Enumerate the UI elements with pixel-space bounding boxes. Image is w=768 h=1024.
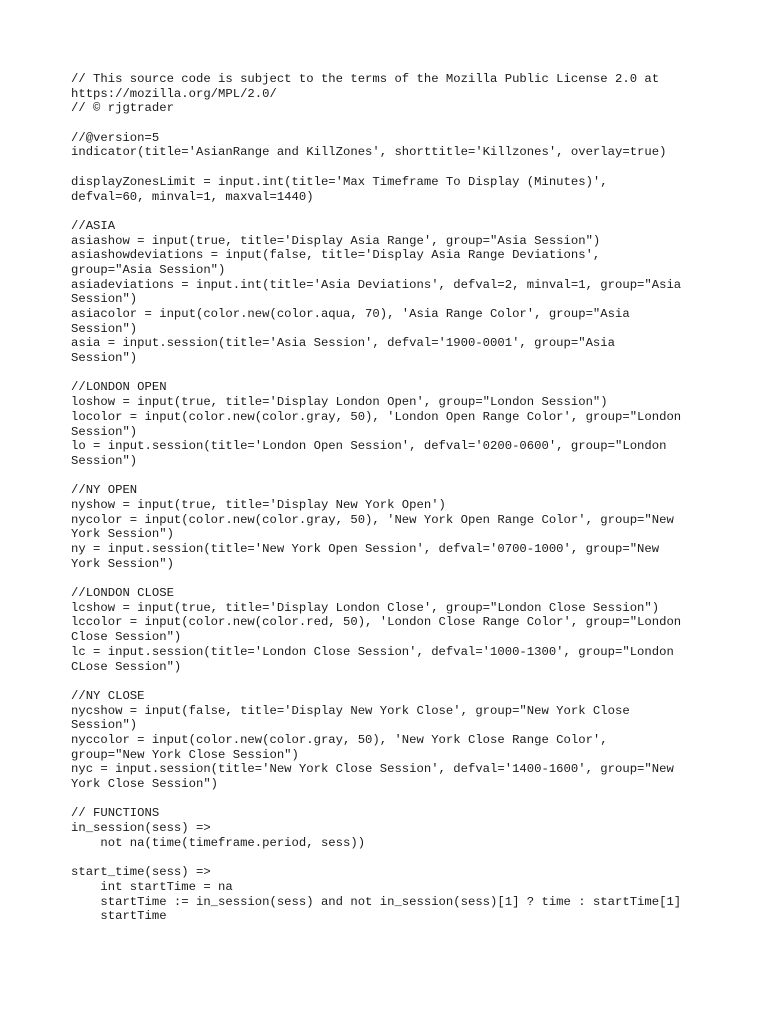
code-line: // © rjgtrader xyxy=(71,101,174,116)
code-line: lo = input.session(title='London Open Session', defval='0200-0600', group="London xyxy=(71,439,667,454)
code-line: //ASIA xyxy=(71,218,116,233)
code-line: Session") xyxy=(71,424,138,439)
code-line: ny = input.session(title='New York Open Session', defval='0700-1000', group="New xyxy=(71,542,660,556)
code-document xyxy=(71,72,731,924)
code-line: //NY CLOSE xyxy=(71,688,145,703)
code-line: lccolor = input(color.new(color.red, 50), 'London Close Range Color', group="London xyxy=(71,615,682,630)
code-line: CLose Session") xyxy=(71,659,182,674)
code-line: asiacolor = input(color.new(color.aqua, 70), 'Asia Range Color', group="Asia xyxy=(71,307,630,321)
code-line xyxy=(71,792,731,807)
code-line: locolor = input(color.new(color.gray, 50), 'London Open Range Color', group="London xyxy=(71,409,682,424)
code-line: start_time(sess) => xyxy=(71,865,211,880)
code-line: lcshow = input(true, title='Display London Close', group="London Close Session") xyxy=(71,600,660,615)
code-line: in_session(sess) => xyxy=(71,821,211,836)
code-line: loshow = input(true, title='Display London Open', group="London Session") xyxy=(71,395,608,410)
code-line: // FUNCTIONS xyxy=(71,806,160,821)
code-line: asiadeviations = input.int(title='Asia Deviations', defval=2, minval=1, group="Asia xyxy=(71,277,682,292)
code-line: York Session") xyxy=(71,527,174,542)
code-line: int startTime = na xyxy=(71,879,233,894)
code-line: group="Asia Session") xyxy=(71,262,226,277)
code-line: //NY OPEN xyxy=(71,483,138,498)
code-line: nyshow = input(true, title='Display New York Open') xyxy=(71,497,446,512)
code-line: //@version=5 xyxy=(71,130,160,145)
code-line: Session") xyxy=(71,321,138,336)
code-line: not na(time(timeframe.period, sess)) xyxy=(71,835,366,850)
code-line: nycolor = input(color.new(color.gray, 50), 'New York Open Range Color', group="New xyxy=(71,512,674,527)
code-line: defval=60, minval=1, maxval=1440) xyxy=(71,189,314,204)
code-line: startTime := in_session(sess) and not in_session(sess)[1] ? time : startTime[1] xyxy=(71,894,682,909)
code-line: asiashowdeviations = input(false, title='Display Asia Range Deviations', xyxy=(71,248,601,263)
code-line: asia = input.session(title='Asia Session', defval='1900-0001', group="Asia xyxy=(71,336,615,351)
code-line xyxy=(71,469,731,484)
code-line xyxy=(71,116,731,131)
code-line xyxy=(71,160,731,175)
code-line: nyccolor = input(color.new(color.gray, 50), 'New York Close Range Color', xyxy=(71,732,608,747)
code-line xyxy=(71,571,731,586)
code-line: indicator(title='AsianRange and KillZones', shorttitle='Killzones', overlay=true) xyxy=(71,145,667,160)
code-line: startTime xyxy=(71,909,167,924)
code-line: Close Session") xyxy=(71,630,182,645)
code-line: https://mozilla.org/MPL/2.0/ xyxy=(71,86,277,101)
code-line: displayZonesLimit = input.int(title='Max Timeframe To Display (Minutes)', xyxy=(71,174,608,189)
code-line: group="New York Close Session") xyxy=(71,747,299,762)
code-line: lc = input.session(title='London Close Session', defval='1000-1300', group="London xyxy=(71,644,674,659)
code-line: asiashow = input(true, title='Display Asia Range', group="Asia Session") xyxy=(71,233,601,248)
code-line: York Close Session") xyxy=(71,777,219,791)
code-line: //LONDON OPEN xyxy=(71,380,167,395)
code-line: York Session") xyxy=(71,556,174,571)
code-line: //LONDON CLOSE xyxy=(71,586,174,601)
code-line xyxy=(71,674,731,689)
code-line xyxy=(71,204,731,219)
code-line: nyc = input.session(title='New York Close Session', defval='1400-1600', group="New xyxy=(71,762,674,777)
code-line xyxy=(71,850,731,865)
code-line: Session") xyxy=(71,292,138,307)
code-line: // This source code is subject to the terms of the Mozilla Public License 2.0 at xyxy=(71,72,660,86)
code-line: nycshow = input(false, title='Display New York Close', group="New York Close xyxy=(71,703,630,718)
code-line xyxy=(71,366,731,381)
code-line: Session") xyxy=(71,453,138,468)
code-line: Session") xyxy=(71,718,138,733)
code-line: Session") xyxy=(71,351,138,366)
